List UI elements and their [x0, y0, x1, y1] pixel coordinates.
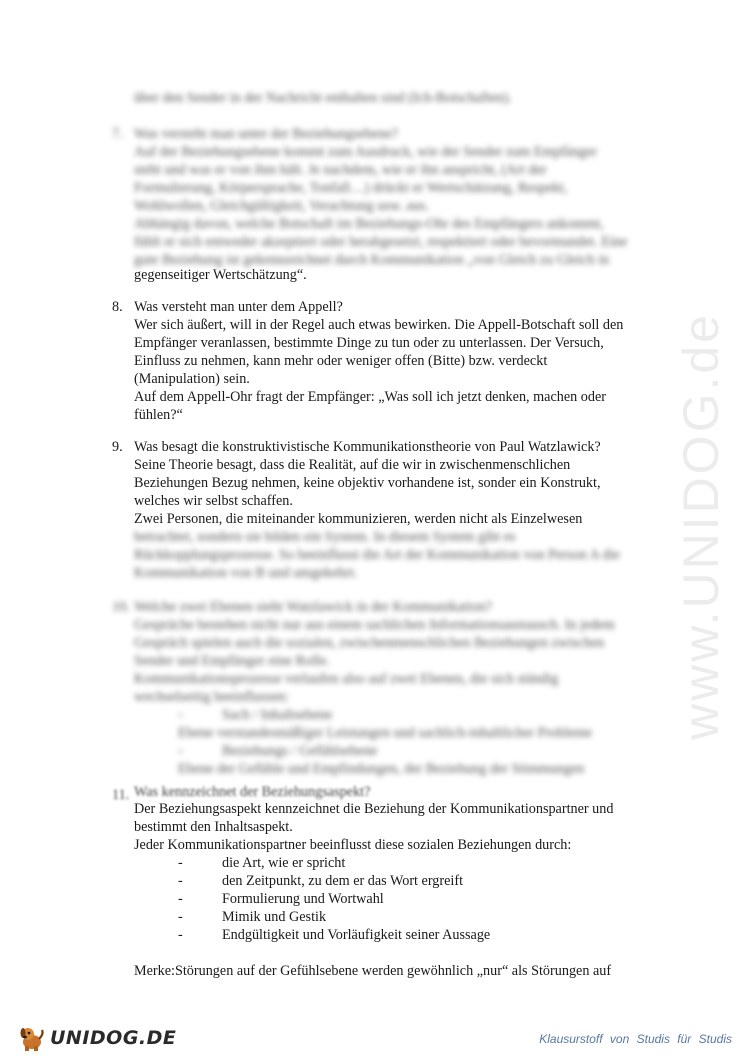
text-line: wechselseitig beeinflussen: [134, 689, 289, 705]
question-number: 7. [112, 126, 123, 142]
list-dash: - [178, 855, 183, 871]
text-line: betrachtet, sondern sie bilden ein System. In diesem System gibt es [134, 529, 516, 545]
watermark: www.UNIDOG.de [673, 312, 729, 740]
question-number: 11. [112, 787, 130, 803]
text-line: (Manipulation) sein. [134, 371, 250, 387]
text-line: fühlt er sich entweder akzeptiert oder herabgesetzt, respektiert oder bevormundet. Eine [134, 234, 628, 250]
text-line: bestimmt den Inhaltsaspekt. [134, 819, 293, 835]
text-line: Auf dem Appell-Ohr fragt der Empfänger: „Was soll ich jetzt denken, machen oder [134, 389, 606, 405]
list-item: den Zeitpunkt, zu dem er das Wort ergreift [222, 873, 464, 889]
text-line: Abhängig davon, welche Botschaft im Beziehungs-Ohr des Empfängers ankommt, [134, 216, 604, 232]
list-item: Mimik und Gestik [222, 909, 327, 925]
text-line: Merke:Störungen auf der Gefühlsebene werden gewöhnlich „nur“ als Störungen auf [134, 963, 612, 979]
text-line: Einfluss zu nehmen, kann mehr oder weniger offen (Bitte) bzw. verdeckt [134, 353, 548, 369]
list-item-description: Ebene der Gefühle und Empfindungen, der Beziehung der Stimmungen [178, 761, 585, 777]
text-line: Formulierung, Körpersprache, Tonfall…) drückt er Wertschätzung, Respekt, [134, 180, 568, 196]
text-line: Gespräche bestehen nicht nur aus einem sachlichen Informationsaustausch. In jedem [134, 617, 615, 633]
list-dash: - [178, 909, 183, 925]
text-line: Sender und Empfänger eine Rolle. [134, 653, 330, 669]
text-line: Kommunikationsprozesse verlaufen also auf zwei Ebenen, die sich ständig [134, 671, 559, 687]
text-line: gegenseitiger Wertschätzung“. [134, 267, 307, 283]
text-line: fühlen?“ [134, 407, 183, 423]
text-line: Seine Theorie besagt, dass die Realität, auf die wir in zwischenmenschlichen [134, 457, 571, 473]
list-item: die Art, wie er spricht [222, 855, 346, 871]
question-number: 10. [112, 599, 130, 615]
list-item: Endgültigkeit und Vorläufigkeit seiner Aussage [222, 927, 491, 943]
list-item: Beziehungs / Gefühlsebene [222, 743, 378, 759]
text-line: Wohlwollen, Gleichgültigkeit, Verachtung usw. aus. [134, 198, 429, 214]
text-line: steht und was er von ihm hält. Je nachdem, wie er ihn anspricht, (Art der [134, 162, 547, 178]
list-dash: - [178, 873, 183, 889]
list-dash: - [178, 891, 183, 907]
footer-tagline: Klausurstoff von Studis für Studis [539, 1032, 732, 1046]
list-dash: - [178, 707, 183, 723]
question-title: Was kennzeichnet der Beziehungsaspekt? [134, 784, 371, 800]
question-title: Welche zwei Ebenen sieht Watzlawick in der Kommunikation? [134, 599, 492, 615]
question-number: 9. [112, 439, 123, 455]
text-line: Jeder Kommunikationspartner beeinflusst diese sozialen Beziehungen durch: [134, 837, 572, 853]
footer-logo[interactable] [18, 1024, 176, 1052]
text-line: Gespräch spielen auch die sozialen, zwischenmenschlichen Beziehungen zwischen [134, 635, 605, 651]
question-title: Was versteht man unter der Beziehungsebene? [134, 126, 398, 142]
text-line: Kommunikation von B und umgekehrt. [134, 565, 358, 581]
list-item-description: Ebene verstandesmäßiger Leistungen und sachlich-inhaltlicher Probleme [178, 725, 593, 741]
text-line: Zwei Personen, die miteinander kommunizieren, werden nicht als Einzelwesen [134, 511, 583, 527]
text-line: Auf der Beziehungsebene kommt zum Ausdruck, wie der Sender zum Empfänger [134, 144, 597, 160]
text-line: Der Beziehungsaspekt kennzeichnet die Beziehung der Kommunikationspartner und [134, 801, 614, 817]
list-item: Formulierung und Wortwahl [222, 891, 384, 907]
text-line: Empfänger veranlassen, bestimmte Dinge zu tun oder zu unterlassen. Der Versuch, [134, 335, 604, 351]
list-item: Sach / Inhaltsebene [222, 707, 333, 723]
list-dash: - [178, 927, 183, 943]
text-line: gute Beziehung ist gekennzeichnet durch Kommunikation „von Gleich zu Gleich in [134, 252, 610, 268]
text-line: Wer sich äußert, will in der Regel auch etwas bewirken. Die Appell-Botschaft soll den [134, 317, 624, 333]
text-line: Beziehungen Bezug nehmen, keine objektiv vorhandene ist, sonder ein Konstrukt, [134, 475, 601, 491]
text-line: Rückkopplungsprozesse. So beeinflusst die Art der Kommunikation von Person A die [134, 547, 620, 563]
logo-text: UNIDOG.DE [50, 1027, 177, 1049]
text-line: welches wir selbst schaffen. [134, 493, 293, 509]
text-line: über den Sender in der Nachricht enthalten sind (Ich-Botschaften). [134, 90, 512, 106]
dog-mascot-icon [18, 1024, 46, 1052]
question-number: 8. [112, 299, 123, 315]
question-title: Was versteht man unter dem Appell? [134, 299, 343, 315]
question-title: Was besagt die konstruktivistische Kommunikationstheorie von Paul Watzlawick? [134, 439, 601, 455]
list-dash: - [178, 743, 183, 759]
